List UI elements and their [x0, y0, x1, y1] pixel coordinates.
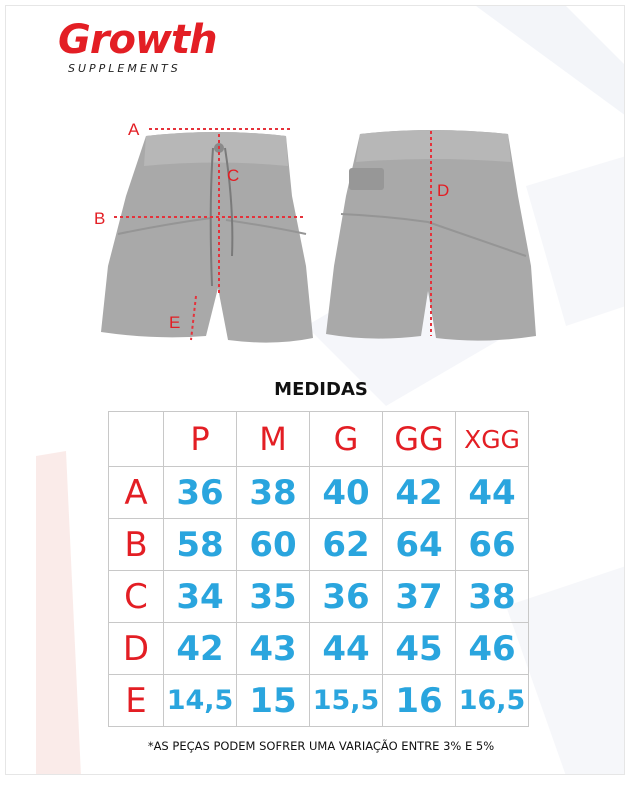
value-cell: 40: [310, 467, 383, 519]
table-row: [109, 519, 529, 571]
label-d: D: [437, 181, 450, 200]
size-header: XGG: [456, 412, 529, 467]
value-cell: 43: [237, 623, 310, 675]
row-label: E: [109, 675, 164, 727]
value-cell: 44: [456, 467, 529, 519]
size-header-row: [109, 412, 529, 467]
shorts-diagram: [6, 6, 625, 376]
value-cell: 14,5: [164, 675, 237, 727]
value-cell: 45: [383, 623, 456, 675]
row-label: A: [109, 467, 164, 519]
size-table: [108, 411, 529, 727]
variation-note: *AS PEÇAS PODEM SOFRER UMA VARIAÇÃO ENTRE 3% E 5%: [147, 739, 495, 753]
value-cell: 64: [383, 519, 456, 571]
value-cell: 38: [237, 467, 310, 519]
size-chart-page: [5, 5, 625, 775]
size-header: P: [164, 412, 237, 467]
value-cell: 16: [383, 675, 456, 727]
table-row: [109, 467, 529, 519]
value-cell: 35: [237, 571, 310, 623]
value-cell: 60: [237, 519, 310, 571]
value-cell: 62: [310, 519, 383, 571]
table-row: [109, 623, 529, 675]
value-cell: 38: [456, 571, 529, 623]
value-cell: 34: [164, 571, 237, 623]
size-header: G: [310, 412, 383, 467]
value-cell: 15,5: [310, 675, 383, 727]
row-label: D: [109, 623, 164, 675]
front-shorts-illustration: [101, 132, 313, 343]
value-cell: 42: [164, 623, 237, 675]
brand-tagline: SUPPLEMENTS: [68, 62, 181, 75]
brand-name: Growth: [58, 17, 217, 63]
value-cell: 66: [456, 519, 529, 571]
value-cell: 36: [310, 571, 383, 623]
label-e: E: [169, 313, 181, 332]
value-cell: 36: [164, 467, 237, 519]
row-label: C: [109, 571, 164, 623]
value-cell: 42: [383, 467, 456, 519]
value-cell: 58: [164, 519, 237, 571]
table-row: [109, 675, 529, 727]
value-cell: 44: [310, 623, 383, 675]
table-title: MEDIDAS: [274, 379, 368, 400]
row-label: B: [109, 519, 164, 571]
corner-cell: [109, 412, 164, 467]
size-header: M: [237, 412, 310, 467]
label-b: B: [94, 209, 106, 228]
label-a: A: [128, 120, 140, 139]
value-cell: 46: [456, 623, 529, 675]
label-c: C: [227, 166, 240, 185]
size-header: GG: [383, 412, 456, 467]
value-cell: 37: [383, 571, 456, 623]
value-cell: 15: [237, 675, 310, 727]
table-row: [109, 571, 529, 623]
value-cell: 16,5: [456, 675, 529, 727]
